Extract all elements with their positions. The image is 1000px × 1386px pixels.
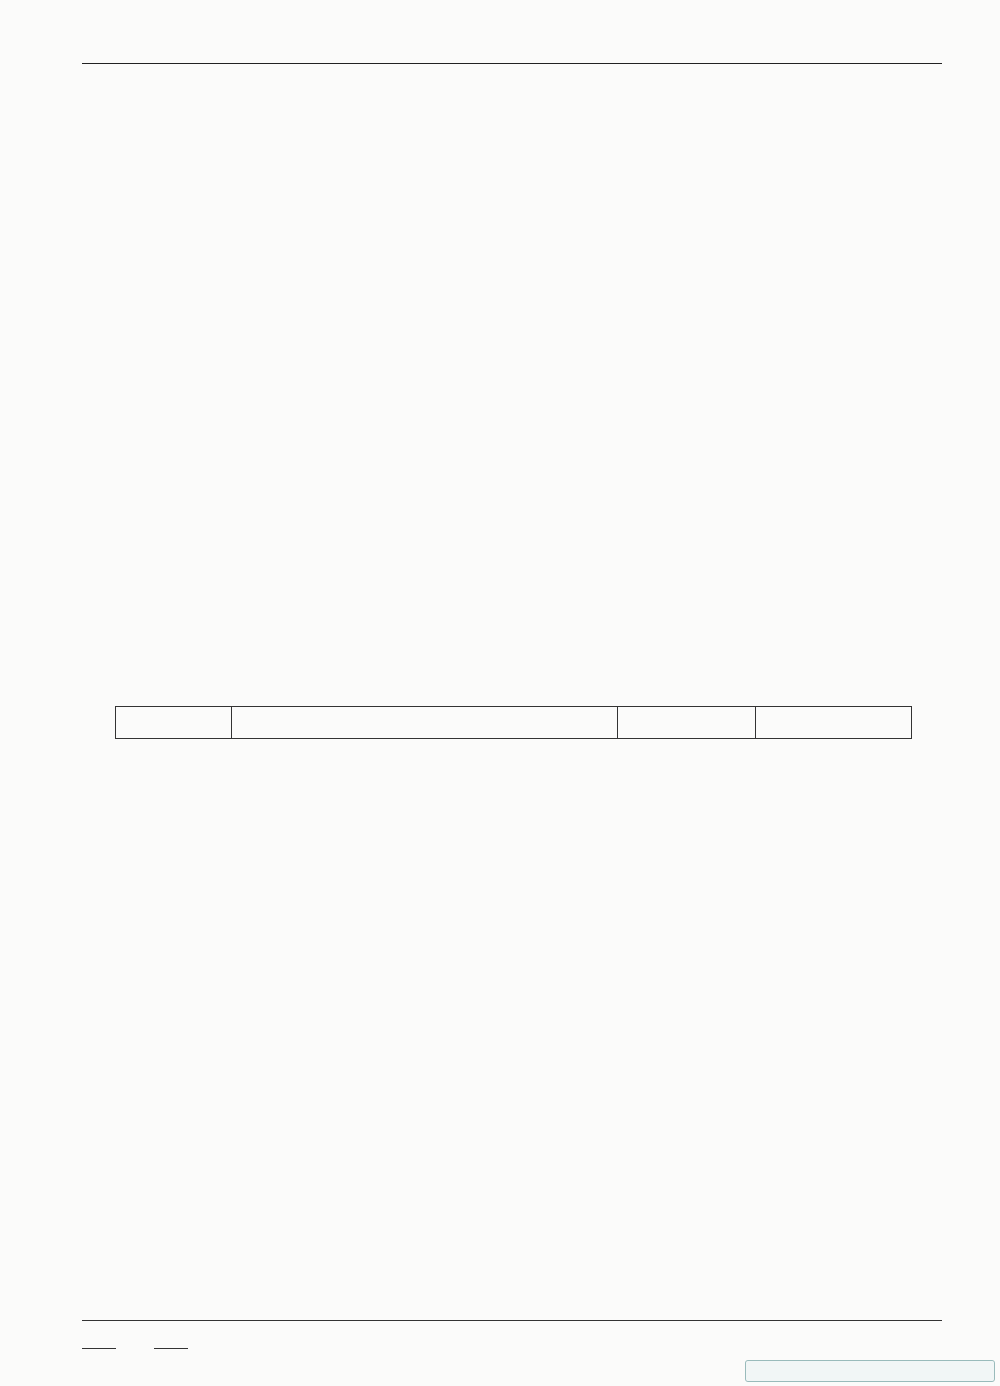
header-position [116, 707, 232, 739]
header-note [756, 707, 912, 739]
forum-watermark [745, 1360, 995, 1382]
relay-table [115, 706, 912, 739]
header-name [232, 707, 618, 739]
table-header-row [116, 707, 912, 739]
page-number-dash-right [154, 1348, 188, 1349]
page-number-dash-left [82, 1348, 116, 1349]
footer-rule [82, 1320, 942, 1321]
fuse-box-diagram [0, 0, 1000, 690]
header-code [618, 707, 756, 739]
